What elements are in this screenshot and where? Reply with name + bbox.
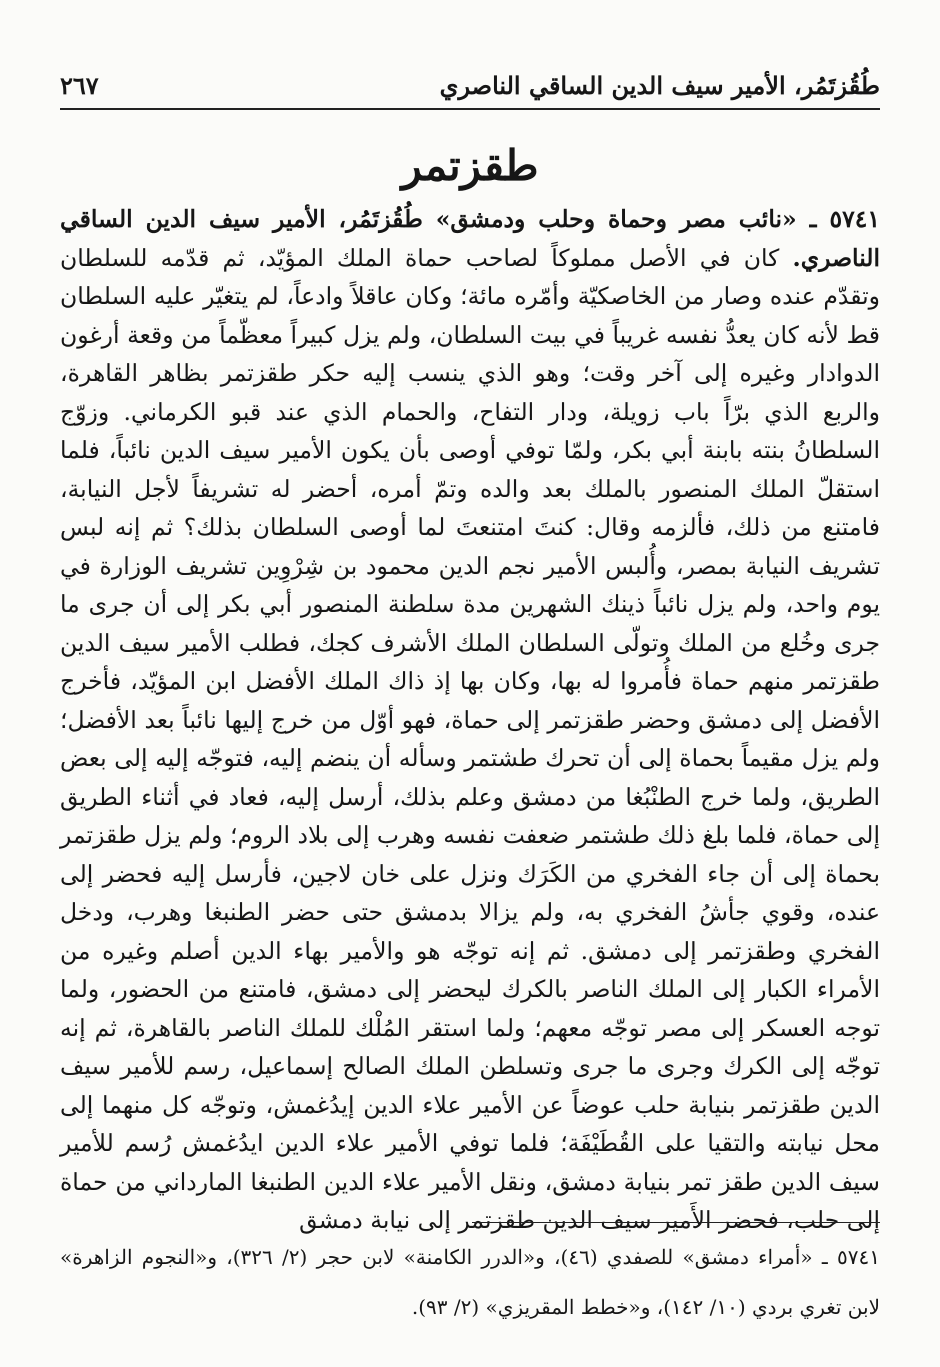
- entry-body: كان في الأصل مملوكاً لصاحب حماة الملك المؤيّد، ثم قدّمه للسلطان وتقدّم عنده وصار من الخاصكيّة وأمّره مائة؛ وكان عاقلاً وادعاً، لم يتغيّر عليه السلطان قط لأنه كان يعدُّ نفسه غريباً في بيت السلطان، ولم يزل كبيراً معظّماً من وقعة أرغون الدوادار وغيره إلى آخر وقت؛ وهو الذي ينسب إليه حكر طقزتمر بظاهر القاهرة، والربع الذي برّاً باب زويلة، ودار التفاح، والحمام الذي عند قبو الكرماني. وزوّج السلطانُ بنته بابنة أبي بكر، ولمّا توفي أوصى بأن يكون الأمير سيف الدين نائباً، فلما استقلّ الملك المنصور بالملك بعد والده وتمّ أمره، أحضر له تشريفاً لأجل النيابة، فامتنع من ذلك، فألزمه وقال: كنتَ امتنعتَ لما أوصى السلطان بذلك؟ ثم إنه لبس تشريف النيابة بمصر، وأُلبس الأمير نجم الدين محمود بن شِرْوِين تشريف الوزارة في يوم واحد، ولم يزل نائباً ذينك الشهرين مدة سلطنة المنصور أبي بكر إلى أن جرى ما جرى وخُلع من الملك وتولّى السلطان الملك الأشرف كجك، فطلب الأمير سيف الدين طقزتمر منهم حماة فأُمروا له بها، وكان بها إذ ذاك الملك الأفضل ابن المؤيّد، فأخرج الأفضل إلى دمشق وحضر طقزتمر إلى حماة، فهو أوّل من خرج إليها نائباً بعد الأفضل؛ ولم يزل مقيماً بحماة إلى أن تحرك طشتمر وسأله أن ينضم إليه، فتوجّه إليه إلى بعض الطريق، ولما خرج الطنْبُغا من دمشق وعلم بذلك، أرسل إليه، فعاد في أثناء الطريق إلى حماة، فلما بلغ ذلك طشتمر ضعفت نفسه وهرب إلى بلاد الروم؛ ولم يزل طقزتمر بحماة إلى أن جاء الفخري من الكَرَك ونزل على خان لاجين، فأرسل إليه فحضر إلى عنده، وقوي جأشُ الفخري به، ولم يزالا بدمشق حتى حضر الطنبغا وهرب، ودخل الفخري وطقزتمر إلى دمشق. ثم إنه توجّه هو والأمير بهاء الدين أصلم وغيره من الأمراء الكبار إلى الملك الناصر بالكرك ليحضر إلى دمشق، فامتنع من الحضور، ولما توجه العسكر إلى مصر توجّه معهم؛ ولما استقر المُلْك للملك الناصر بالقاهرة، ثم إنه توجّه إلى الكرك وجرى ما جرى وتسلطن الملك الصالح إسماعيل، رسم للأمير سيف الدين طقزتمر بنيابة حلب عوضاً عن الأمير علاء الدين إيدُغمش، وتوجّه كل منهما إلى محل نيابته والتقيا على القُطَيْفَة؛ فلما توفي الأمير علاء الدين ايدُغمش رُسم للأمير سيف الدين طقز تمر بنيابة دمشق، ونقل الأمير علاء الدين الطنبغا المارداني من حماة إلى حلب، فحضر الأَمير سيف الدين طقزتمر إلى نيابة دمشق: [60, 243, 880, 1234]
- footnote-divider: [472, 1222, 880, 1223]
- running-header: [60, 50, 880, 110]
- biography-entry: [60, 200, 880, 1240]
- chapter-title: طقزتمر: [401, 141, 539, 190]
- entry-heading: ٥٧٤١ ـ «نائب مصر وحماة وحلب ودمشق» طُقُزتَمُر، الأمير سيف الدين الساقي الناصري.: [60, 205, 880, 272]
- running-title: طُقُزتَمُر، الأمير سيف الدين الساقي الناصري: [439, 71, 880, 100]
- book-page: [60, 50, 880, 1360]
- footnote: ٥٧٤١ ـ «أمراء دمشق» للصفدي (٤٦)، و«الدرر الكامنة» لابن حجر (٢/ ٣٢٦)، و«النجوم الزاهرة» لابن تغري بردي (١٠/ ١٤٢)، و«خطط المقريزي» (٢/ ٩٣).: [60, 1245, 880, 1319]
- page-number: ٢٦٧: [60, 71, 99, 100]
